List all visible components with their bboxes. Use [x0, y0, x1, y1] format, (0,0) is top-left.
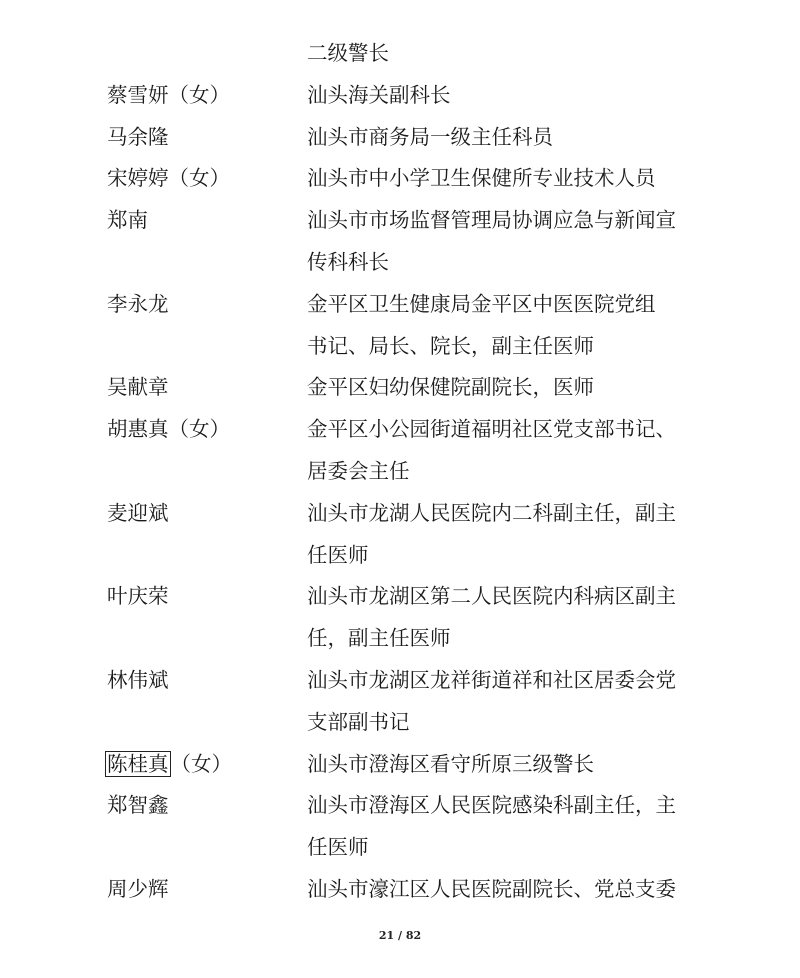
highlighted-name: 陈桂真	[107, 751, 169, 776]
position-title: 传科科长	[307, 250, 389, 274]
list-line	[0, 205, 800, 235]
position-title: 任，副主任医师	[307, 626, 451, 651]
list-line	[0, 289, 800, 319]
person-name: 郑南	[107, 208, 148, 233]
position-title: 居委会主任	[307, 459, 410, 483]
person-name: 郑智鑫	[107, 793, 169, 818]
person-name: 胡惠真（女）	[107, 417, 230, 442]
list-line	[0, 749, 800, 779]
position-title: 金平区小公园街道福明社区党支部书记、	[307, 417, 676, 442]
person-name: 林伟斌	[107, 668, 169, 692]
position-title: 汕头市市场监督管理局协调应急与新闻宣	[307, 208, 676, 233]
position-title: 汕头市龙湖区第二人民医院内科病区副主	[307, 584, 676, 609]
person-name: 蔡雪妍（女）	[107, 82, 230, 107]
list-line	[0, 623, 800, 653]
list-line	[0, 38, 800, 68]
position-title: 书记、局长、院长，副主任医师	[307, 333, 594, 358]
person-name: 吴献章	[107, 375, 169, 400]
position-title: 支部副书记	[307, 709, 410, 734]
person-name: 李永龙	[107, 291, 169, 316]
list-line	[0, 665, 800, 695]
position-title: 任医师	[307, 542, 369, 567]
list-line	[0, 832, 800, 862]
list-line	[0, 372, 800, 402]
position-title: 二级警长	[307, 41, 389, 65]
position-title: 汕头市龙湖人民医院内二科副主任，副主	[307, 500, 676, 525]
list-line	[0, 707, 800, 737]
position-title: 汕头市澄海区看守所原三级警长	[307, 751, 594, 776]
person-name: 周少辉	[107, 877, 169, 901]
position-title: 金平区妇幼保健院副院长，医师	[307, 375, 594, 400]
position-title: 任医师	[307, 835, 369, 860]
list-line	[0, 331, 800, 361]
person-name: 宋婷婷（女）	[107, 166, 230, 191]
list-line	[0, 581, 800, 611]
person-name	[107, 749, 232, 779]
list-line	[0, 874, 800, 904]
list-line	[0, 456, 800, 486]
position-title: 汕头市龙湖区龙祥街道祥和社区居委会党	[307, 668, 676, 692]
position-title: 汕头市中小学卫生保健所专业技术人员	[307, 166, 656, 191]
list-line	[0, 498, 800, 528]
list-line	[0, 247, 800, 277]
list-line	[0, 163, 800, 193]
person-name: 马余隆	[107, 124, 169, 149]
person-name: 叶庆荣	[107, 584, 169, 609]
page-number: 21 / 82	[378, 929, 422, 942]
list-line	[0, 540, 800, 570]
list-line	[0, 790, 800, 820]
position-title: 汕头海关副科长	[307, 82, 451, 107]
position-title: 金平区卫生健康局金平区中医医院党组	[307, 291, 656, 316]
position-title: 汕头市濠江区人民医院副院长、党总支委	[307, 877, 676, 901]
person-name: 麦迎斌	[107, 500, 169, 525]
list-line	[0, 80, 800, 110]
gender-note: （女）	[170, 751, 232, 776]
position-title: 汕头市澄海区人民医院感染科副主任，主	[307, 793, 676, 818]
position-title: 汕头市商务局一级主任科员	[307, 124, 553, 149]
list-line	[0, 122, 800, 152]
list-line	[0, 414, 800, 444]
